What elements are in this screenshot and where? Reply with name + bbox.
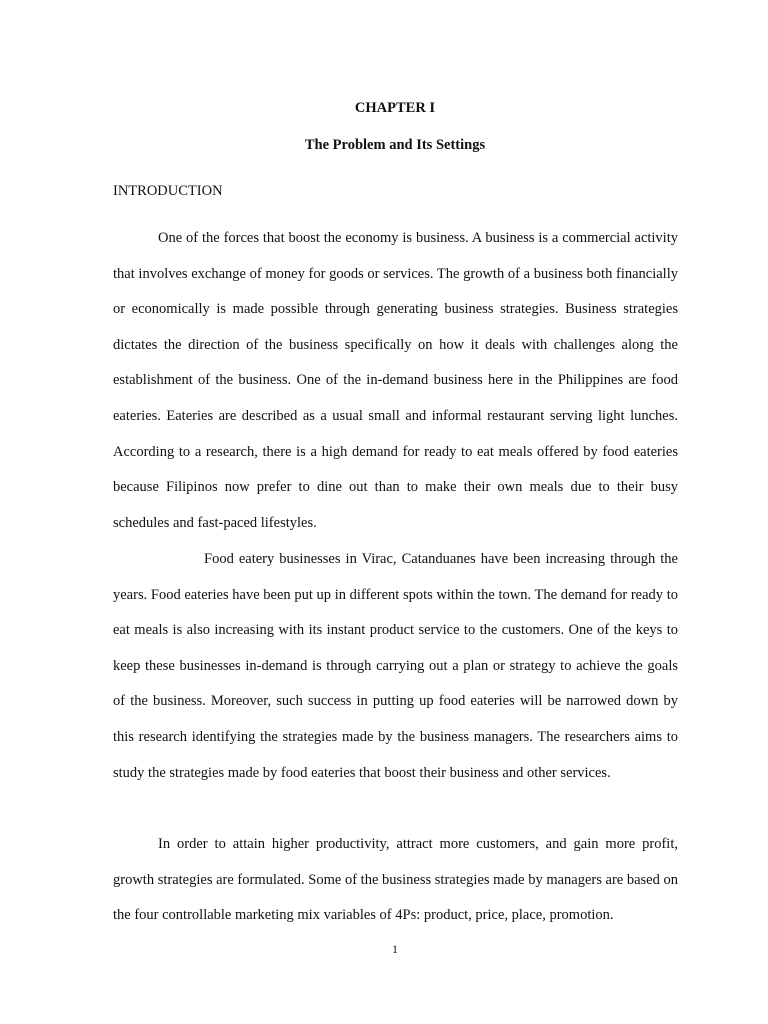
paragraph-1: One of the forces that boost the economy is business. A business is a commercial activity that involves exchange of money for goods or services. The growth of a business both financially or economically is made possible through generating business strategies. Business strategies dictates the direction of the business specifically on how it deals with challenges along the establishment of the business. One of the in-demand business here in the Philippines are food eateries. Eateries are described as a usual small and informal restaurant serving light lunches. According to a research, there is a high demand for ready to eat meals offered by food eateries because Filipinos now prefer to dine out than to make their own meals due to their busy schedules and fast-paced lifestyles. <box>113 230 678 531</box>
page-number: 1 <box>392 942 398 956</box>
paragraph-3: In order to attain higher productivity, attract more customers, and gain more profit, growth strategies are formulated. Some of the business strategies made by managers are based on the four controllable marketing mix variables of 4Ps: product, price, place, promotion. <box>113 836 678 924</box>
paragraph-2: Food eatery businesses in Virac, Catanduanes have been increasing through the years. Food eateries have been put up in different spots within the town. The demand for ready to eat meals is also increasing with its instant product service to the customers. One of the keys to keep these businesses in-demand is through carrying out a plan or strategy to achieve the goals of the business. Moreover, such success in putting up food eateries will be narrowed down by this research identifying the strategies made by the business managers. The researchers aims to study the strategies made by food eateries that boost their business and other services. <box>113 551 678 781</box>
chapter-title: CHAPTER I <box>354 100 436 116</box>
chapter-subtitle: The Problem and Its Settings <box>304 137 486 153</box>
section-heading: INTRODUCTION <box>113 183 223 199</box>
